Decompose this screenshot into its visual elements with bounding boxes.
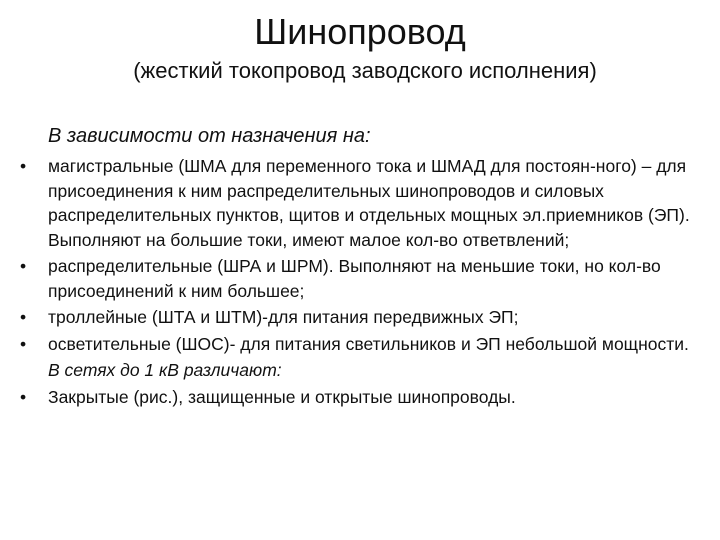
list-item-text: магистральные (ШМА для переменного тока и ШМАД для постоян-ного) – для присоединения к ним распределительных шинопроводов и силовых распределительных пунктов, щитов и отдельных мощных эл.приемников (ЭП). Выполняют на большие токи, имеют малое кол-во ответвлений; [48,156,690,250]
list-item [20,154,700,252]
list-item-text: троллейные (ШТА и ШТМ)-для питания передвижных ЭП; [48,307,519,327]
list-item [20,332,700,357]
bullet-icon: • [20,333,27,354]
bullet-icon: • [20,256,27,276]
slide-title: Шинопровод [254,11,466,52]
bullet-icon: • [20,307,27,327]
bullet-icon: • [20,386,27,407]
list-item-text: распределительные (ШРА и ШРМ). Выполняют на меньшие токи, но кол-во присоединений к ним большее; [48,256,661,301]
slide-subtitle: (жесткий токопровод заводского исполнения) [133,58,597,83]
list-item-text: Закрытые (рис.), защищенные и открытые шинопроводы. [48,386,516,407]
lead-text: В зависимости от назначения на: [48,125,371,147]
bullet-icon: • [20,156,27,176]
list-item [20,385,700,410]
list-item [20,254,700,303]
list-item [20,305,700,330]
bullet-list [20,154,700,411]
note-text: В сетях до 1 кВ различают: [48,360,282,380]
list-item-text: осветительные (ШОС)- для питания светильников и ЭП небольшой мощности. [48,333,689,354]
